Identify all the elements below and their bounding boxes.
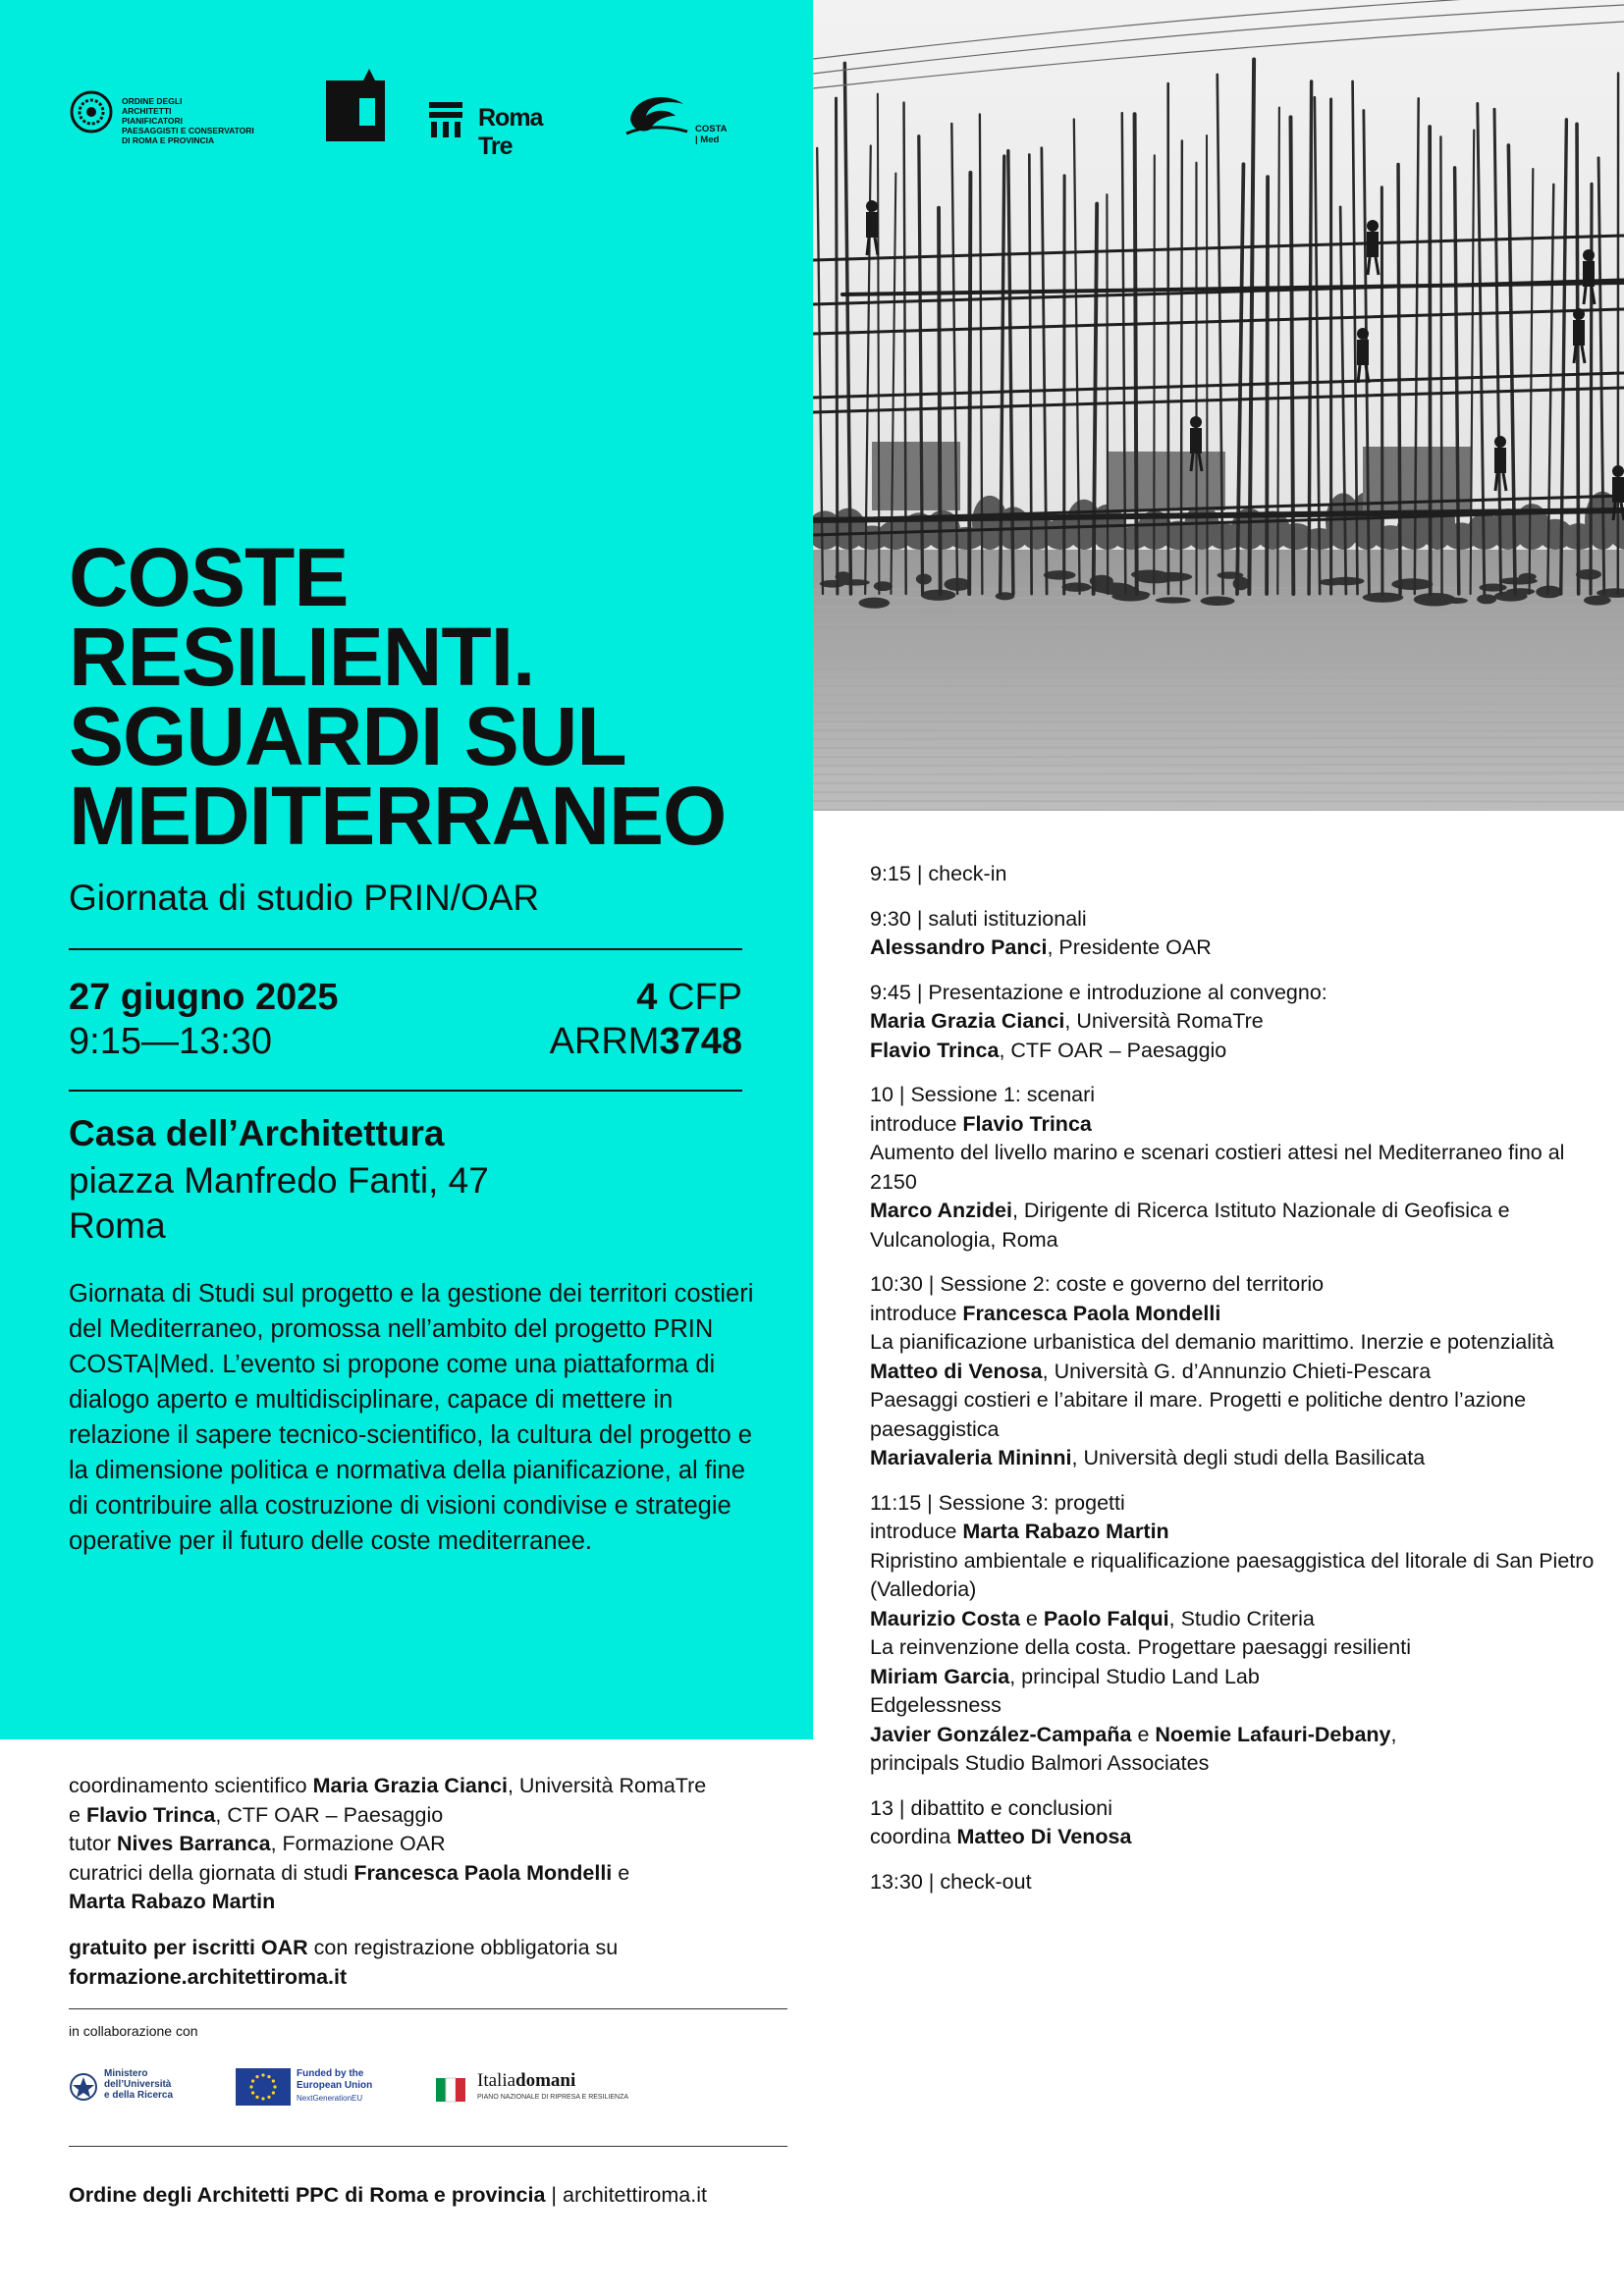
worker-head [1367, 220, 1379, 232]
registration-info [69, 1934, 795, 1992]
italiadomani-subtext: PIANO NAZIONALE DI RIPRESA E RESILIENZA [477, 2094, 629, 2101]
eu-star [272, 2079, 275, 2082]
introduce-label: introduce [870, 1301, 963, 1325]
talk-title: Edgelessness [870, 1693, 1001, 1717]
worker-body [1583, 261, 1595, 287]
vegetation-shape [1233, 577, 1250, 591]
session-title: 11:15 | Sessione 3: progetti [870, 1490, 1125, 1515]
vegetation-shape [928, 591, 948, 599]
program-checkout: 13:30 | check-out [870, 1869, 1032, 1894]
wave-icon [624, 86, 689, 141]
vegetation-shape [1091, 582, 1134, 593]
title-line-1: COSTE [69, 531, 349, 623]
session-title: 13 | dibattito e conclusioni [870, 1795, 1113, 1820]
water-ripple [813, 721, 1624, 722]
speaker-affiliation: , Presidente OAR [1047, 935, 1212, 959]
vegetation-shape [1061, 582, 1091, 592]
footer-org: Ordine degli Architetti PPC di Roma e provincia [69, 2183, 546, 2207]
worker-head [1573, 308, 1585, 320]
program-schedule [870, 860, 1597, 1912]
eu-star [251, 2091, 254, 2094]
speaker-affiliation: , Dirigente di Ricerca Istituto Nazionale di Geofisica e Vulcanologia, Roma [870, 1199, 1510, 1252]
collaboration-label: in collaborazione con [69, 2023, 198, 2039]
bamboo-scaffold-photo [813, 0, 1624, 811]
worker-head [1612, 465, 1624, 477]
program-item-checkin [870, 860, 1597, 889]
worker-leg [1495, 473, 1497, 491]
talk-title: Paesaggi costieri e l’abitare il mare. Progetti e politiche dentro l’azione paesaggistica [870, 1388, 1527, 1441]
program-item-saluti [870, 905, 1597, 963]
architecture-icon [326, 69, 389, 143]
venue-name: Casa dell’Architettura [69, 1113, 445, 1153]
bamboo-pole [1107, 194, 1108, 594]
curators-and: e [612, 1860, 630, 1885]
worker-body [866, 212, 878, 238]
water-ripple [813, 641, 1624, 642]
vegetation-shape [874, 581, 893, 591]
program-item-session-3 [870, 1489, 1597, 1779]
domani-word: domani [515, 2070, 576, 2091]
cfp-number: 4 [636, 977, 658, 1018]
arrm-number: 3748 [659, 1021, 742, 1062]
footer-separator: | [545, 2183, 563, 2207]
title-line-3: SGUARDI SUL [69, 690, 626, 782]
worker-leg [1574, 346, 1576, 363]
coord-label: coordinamento scientifico [69, 1774, 313, 1797]
divider-footer [69, 2146, 787, 2147]
bamboo-pole [1267, 177, 1268, 594]
speaker-name: Miriam Garcia [870, 1664, 1010, 1688]
program-saluti-title: 9:30 | saluti istituzionali [870, 906, 1087, 931]
title-line-4: MEDITERRANEO [69, 770, 727, 862]
water-ripple [813, 606, 1624, 607]
roma-architecture-logo [326, 69, 389, 148]
speaker-name: Javier González-Campaña [870, 1722, 1132, 1746]
speaker-affiliation: , Università degli studi della Basilicata [1071, 1446, 1426, 1469]
oar-logo-text: ORDINE DEGLI ARCHITETTI PIANIFICATORI PAESAGGISTI E CONSERVATORI DI ROMA E PROVINCIA [122, 96, 254, 145]
talk-title: La pianificazione urbanistica del demanio marittimo. Inerzie e potenzialità [870, 1330, 1554, 1354]
bamboo-pole [1135, 114, 1137, 594]
water-ripple [813, 694, 1624, 695]
worker-leg [1358, 365, 1360, 383]
bamboo-pole [939, 208, 941, 594]
coord-name-2: Flavio Trinca [85, 1802, 216, 1827]
italia-word: Italia [477, 2070, 516, 2091]
vegetation-shape [1519, 573, 1537, 580]
coord-aff-2: , CTF OAR – Paesaggio [215, 1802, 444, 1827]
program-item-checkout [870, 1868, 1597, 1897]
worker-body [1357, 340, 1369, 365]
free-label: gratuito per iscritti OAR [69, 1936, 308, 1959]
talk-title: Ripristino ambientale e riqualificazione paesaggistica del litorale di San Pietro (Valledoria) [870, 1548, 1595, 1601]
worker-body [1367, 232, 1379, 257]
coord-and: e [69, 1802, 86, 1827]
speaker-name: Maurizio Costa [870, 1606, 1020, 1630]
program-item-session-1 [870, 1081, 1597, 1255]
eu-star [255, 2075, 258, 2078]
address-city: Roma [69, 1205, 166, 1246]
worker-leg [1613, 503, 1615, 520]
italiadomani-text [477, 2070, 575, 2092]
speaker-name: Francesca Paola Mondelli [962, 1301, 1221, 1325]
worker-head [1583, 249, 1595, 261]
oar-emblem-icon [69, 84, 114, 139]
speaker-affiliation: , CTF OAR – Paesaggio [999, 1038, 1227, 1062]
registration-link[interactable]: formazione.architettiroma.it [69, 1964, 348, 1989]
cfp-label: CFP [668, 977, 742, 1018]
address-street: piazza Manfredo Fanti, 47 [69, 1160, 489, 1201]
water-ripple [813, 747, 1624, 748]
bamboo-pole [1154, 155, 1155, 594]
water-ripple [813, 801, 1624, 802]
vegetation-shape [1444, 598, 1467, 604]
eu-text: Funded by the European Union [297, 2068, 373, 2091]
bamboo-pole [1381, 187, 1382, 594]
venue-address [69, 1158, 489, 1249]
speaker-name: Mariavaleria Mininni [870, 1446, 1072, 1469]
costa-med-text: COSTA | Med [695, 124, 728, 145]
program-checkin: 9:15 | check-in [870, 862, 1007, 885]
tutor-label: tutor [69, 1832, 117, 1855]
speaker-name: Flavio Trinca [962, 1111, 1092, 1136]
speaker-name: Marco Anzidei [870, 1199, 1012, 1222]
speaker-affiliation: , [1390, 1722, 1397, 1746]
speaker-name: Matteo Di Venosa [956, 1825, 1132, 1848]
vegetation-shape [1044, 570, 1076, 580]
italiadomani-logo [436, 2066, 672, 2108]
worker-leg [1191, 454, 1193, 471]
bamboo-pole [1430, 127, 1431, 594]
title-line-2: RESILIENTI. [69, 611, 535, 703]
water-ripple [813, 792, 1624, 793]
speaker-name: Alessandro Panci [870, 935, 1048, 959]
program-item-session-2 [870, 1270, 1597, 1473]
vegetation-shape [1156, 597, 1191, 603]
event-subtitle: Giornata di studio PRIN/OAR [69, 878, 540, 918]
divider-top [69, 948, 742, 950]
romatre-text: Roma Tre [478, 104, 543, 160]
eu-star [272, 2091, 275, 2094]
ministero-logo [69, 2066, 177, 2108]
divider-middle [69, 1090, 742, 1092]
speaker-name: Maria Grazia Cianci [870, 1009, 1065, 1033]
water-ripple [813, 632, 1624, 633]
event-description: Giornata di Studi sul progetto e la gestione dei territori costieri del Mediterraneo, promossa nell’ambito del progetto PRIN COSTA|Med. L’evento si propone come una piattaforma di dialogo aperto e multidisciplinare, capace di mettere in relazione il sapere tecnico-scientifico, la cultura del progetto e la dimensione politica e normativa della pianificazione, al fine di contribuire alla costruzione di visioni condivise e strategie operative per il futuro delle coste mediterranee. [69, 1280, 754, 1555]
eu-star [267, 2096, 270, 2099]
costa-med-logo [624, 86, 728, 146]
coord-aff-1: , Università RomaTre [507, 1774, 707, 1797]
bamboo-pole [1577, 124, 1579, 594]
house-shape [872, 442, 960, 510]
vegetation-shape [1536, 586, 1562, 599]
tutor-aff: , Formazione OAR [270, 1832, 446, 1855]
worker-body [1612, 477, 1624, 503]
water-ripple [813, 624, 1624, 625]
water-ripple [813, 730, 1624, 731]
event-time: 9:15—13:30 [69, 1021, 273, 1062]
worker-leg [1368, 257, 1370, 275]
divider-collab [69, 2008, 787, 2009]
tutor-name: Nives Barranca [117, 1832, 271, 1855]
worker-body [1190, 428, 1202, 454]
eu-flag-icon [236, 2068, 291, 2106]
eu-logo [236, 2066, 393, 2108]
speaker-affiliation: , Studio Criteria [1168, 1606, 1315, 1630]
vegetation-shape [1391, 578, 1433, 590]
speaker-name: Marta Rabazo Martin [962, 1520, 1169, 1543]
ministero-text: Ministero dell’Università e della Ricerca [104, 2068, 174, 2101]
eu-star [267, 2075, 270, 2078]
introduce-label: introduce [870, 1111, 963, 1136]
worker-body [1494, 448, 1506, 473]
event-title [69, 531, 795, 862]
credits-block [69, 1772, 795, 1917]
vegetation-shape [1477, 594, 1496, 604]
speaker-affiliation: , Università G. d’Annunzio Chieti-Pescara [1042, 1359, 1432, 1383]
water-ripple [813, 667, 1624, 668]
and-text: e [1131, 1722, 1156, 1746]
footer-link[interactable]: architettiroma.it [562, 2183, 707, 2207]
worker-leg [867, 238, 869, 255]
speaker-name: Paolo Falqui [1043, 1606, 1169, 1630]
speaker-name: Noemie Lafauri-Debany [1155, 1722, 1391, 1746]
program-item-conclusions [870, 1794, 1597, 1852]
cfp-credits [636, 977, 742, 1019]
arrm-code [550, 1021, 742, 1063]
header-logos [69, 69, 776, 160]
arrm-prefix: ARRM [549, 1021, 660, 1062]
oar-logo [69, 84, 254, 145]
vegetation-shape [1201, 596, 1235, 606]
eu-star [249, 2085, 252, 2088]
program-intro-title: 9:45 | Presentazione e introduzione al convegno: [870, 980, 1327, 1004]
bamboo-pole [1440, 136, 1441, 594]
speaker-name: Matteo di Venosa [870, 1359, 1043, 1383]
eu-star [261, 2073, 264, 2076]
speaker-affiliation: , Università RomaTre [1064, 1009, 1264, 1033]
worker-head [1190, 416, 1202, 428]
event-date: 27 giugno 2025 [69, 977, 339, 1018]
vegetation-shape [1217, 571, 1243, 578]
introduce-label: introduce [870, 1520, 963, 1543]
bamboo-pole [1207, 135, 1208, 594]
bamboo-pole [1181, 141, 1182, 594]
footer [69, 2183, 707, 2208]
speaker-affiliation: , principal Studio Land Lab [1009, 1664, 1260, 1688]
worker-head [1494, 436, 1506, 448]
vegetation-shape [1506, 588, 1535, 595]
worker-body [1573, 320, 1585, 346]
worker-leg [1584, 287, 1586, 304]
program-item-intro [870, 979, 1597, 1066]
registration-text: con registrazione obbligatoria su [307, 1936, 619, 1959]
session-title: 10:30 | Sessione 2: coste e governo del territorio [870, 1272, 1325, 1296]
vegetation-shape [859, 598, 891, 609]
eu-star [251, 2079, 254, 2082]
worker-head [866, 200, 878, 212]
coord-name-1: Maria Grazia Cianci [312, 1774, 508, 1797]
eu-star [273, 2085, 276, 2088]
eu-star [261, 2097, 264, 2100]
curator-name-1: Francesca Paola Mondelli [353, 1860, 613, 1885]
speaker-affiliation: principals Studio Balmori Associates [870, 1751, 1210, 1775]
speaker-name: Flavio Trinca [870, 1038, 1000, 1062]
talk-title: Aumento del livello marino e scenari costieri attesi nel Mediterraneo fino al 2150 [870, 1141, 1565, 1194]
curator-name-2: Marta Rabazo Martin [69, 1890, 276, 1913]
romatre-icon [427, 100, 470, 143]
eu-subtext: NextGenerationEU [297, 2094, 363, 2103]
curators-label: curatrici della giornata di studi [69, 1860, 354, 1885]
water-ripple [813, 614, 1624, 615]
and-text: e [1019, 1606, 1044, 1630]
italy-flag-icon [436, 2074, 471, 2104]
eu-star [255, 2096, 258, 2099]
coordina-label: coordina [870, 1825, 957, 1848]
worker-head [1357, 328, 1369, 340]
talk-title: La reinvenzione della costa. Progettare paesaggi resilienti [870, 1635, 1411, 1659]
italian-emblem-icon [69, 2068, 98, 2106]
session-title: 10 | Sessione 1: scenari [870, 1083, 1096, 1106]
